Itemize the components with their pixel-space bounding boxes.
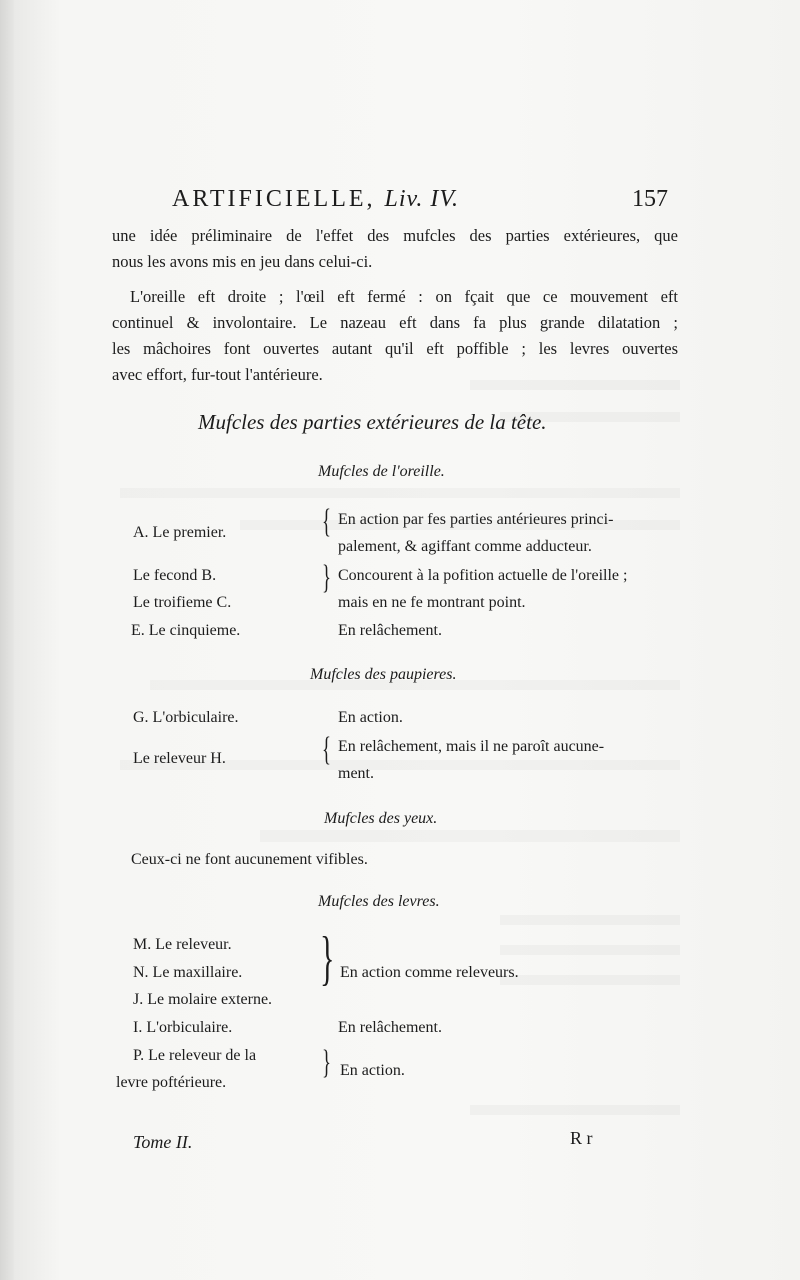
muscle-p-desc: En action. (340, 1062, 405, 1079)
muscle-g-orbiculaire-label: G. L'orbiculaire. (133, 709, 239, 726)
muscle-i-orbiculaire-label: I. L'orbiculaire. (133, 1019, 233, 1036)
muscle-a-desc-line-2: palement, & agiffant comme adducteur. (338, 538, 592, 555)
muscle-a-desc-line-1: En action par fes parties antérieures princi- (338, 511, 614, 528)
muscle-h-desc-line-2: ment. (338, 765, 374, 782)
paragraph-1-line-2: nous les avons mis en jeu dans celui-ci. (112, 252, 373, 271)
signature-mark: R r (570, 1128, 593, 1148)
page-number: 157 (632, 186, 668, 212)
muscle-c-troisieme-label: Le troifieme C. (133, 594, 232, 611)
book-number: Liv. IV. (384, 186, 459, 212)
muscle-bc-desc-line-1: Concourent à la pofition actuelle de l'oreille ; (338, 567, 628, 584)
muscle-p-label-line-2: levre poftérieure. (116, 1074, 227, 1091)
brace-close: } (322, 1044, 331, 1081)
muscle-e-cinquieme-label: E. Le cinquieme. (131, 622, 241, 639)
brace-close: } (320, 925, 335, 991)
muscle-e-desc: En relâchement. (338, 622, 442, 639)
muscle-j-molaire-label: J. Le molaire externe. (133, 991, 273, 1008)
subheading-levres: Mufcles des levres. (318, 893, 440, 910)
muscle-a-premier-label: A. Le premier. (133, 524, 227, 541)
paragraph-1-line-1: une idée préliminaire de l'effet des mufcles des parties extérieures, que (112, 226, 678, 245)
muscle-p-label-line-1: P. Le releveur de la (133, 1047, 257, 1064)
muscle-b-second-label: Le fecond B. (133, 567, 217, 584)
subheading-paupieres: Mufcles des paupieres. (310, 666, 457, 683)
footer-volume: Tome II. (133, 1132, 193, 1152)
muscle-bc-desc-line-2: mais en ne fe montrant point. (338, 594, 526, 611)
subheading-oreille: Mufcles de l'oreille. (318, 463, 445, 480)
section-title: Mufcles des parties extérieures de la tête. (198, 410, 547, 434)
yeux-text: Ceux-ci ne font aucunement vifibles. (131, 851, 368, 868)
muscle-m-releveur-label: M. Le releveur. (133, 936, 232, 953)
brace-close: } (322, 559, 331, 596)
brace-open: { (322, 731, 331, 768)
muscle-h-releveur-label: Le releveur H. (133, 750, 226, 767)
paragraph-2-line-4: avec effort, fur-tout l'antérieure. (112, 365, 323, 384)
running-title: ARTIFICIELLE, (172, 186, 376, 212)
paragraph-2-line-2: continuel & involontaire. Le nazeau eft dans fa plus grande dilatation ; (112, 313, 678, 332)
page-gutter-shadow (0, 0, 14, 1280)
running-header (172, 186, 459, 213)
muscle-i-desc: En relâchement. (338, 1019, 442, 1036)
muscle-g-desc: En action. (338, 709, 403, 726)
muscles-mnj-desc: En action comme releveurs. (340, 964, 519, 981)
brace-open: { (322, 503, 331, 540)
paragraph-2-line-1: L'oreille eft droite ; l'œil eft fermé : on fçait que ce mouvement eft (130, 287, 678, 306)
paragraph-2-line-3: les mâchoires font ouvertes autant qu'il eft poffible ; les levres ouvertes (112, 339, 678, 358)
muscle-n-maxillaire-label: N. Le maxillaire. (133, 964, 243, 981)
subheading-yeux: Mufcles des yeux. (324, 810, 438, 827)
muscle-h-desc-line-1: En relâchement, mais il ne paroît aucune- (338, 738, 605, 755)
